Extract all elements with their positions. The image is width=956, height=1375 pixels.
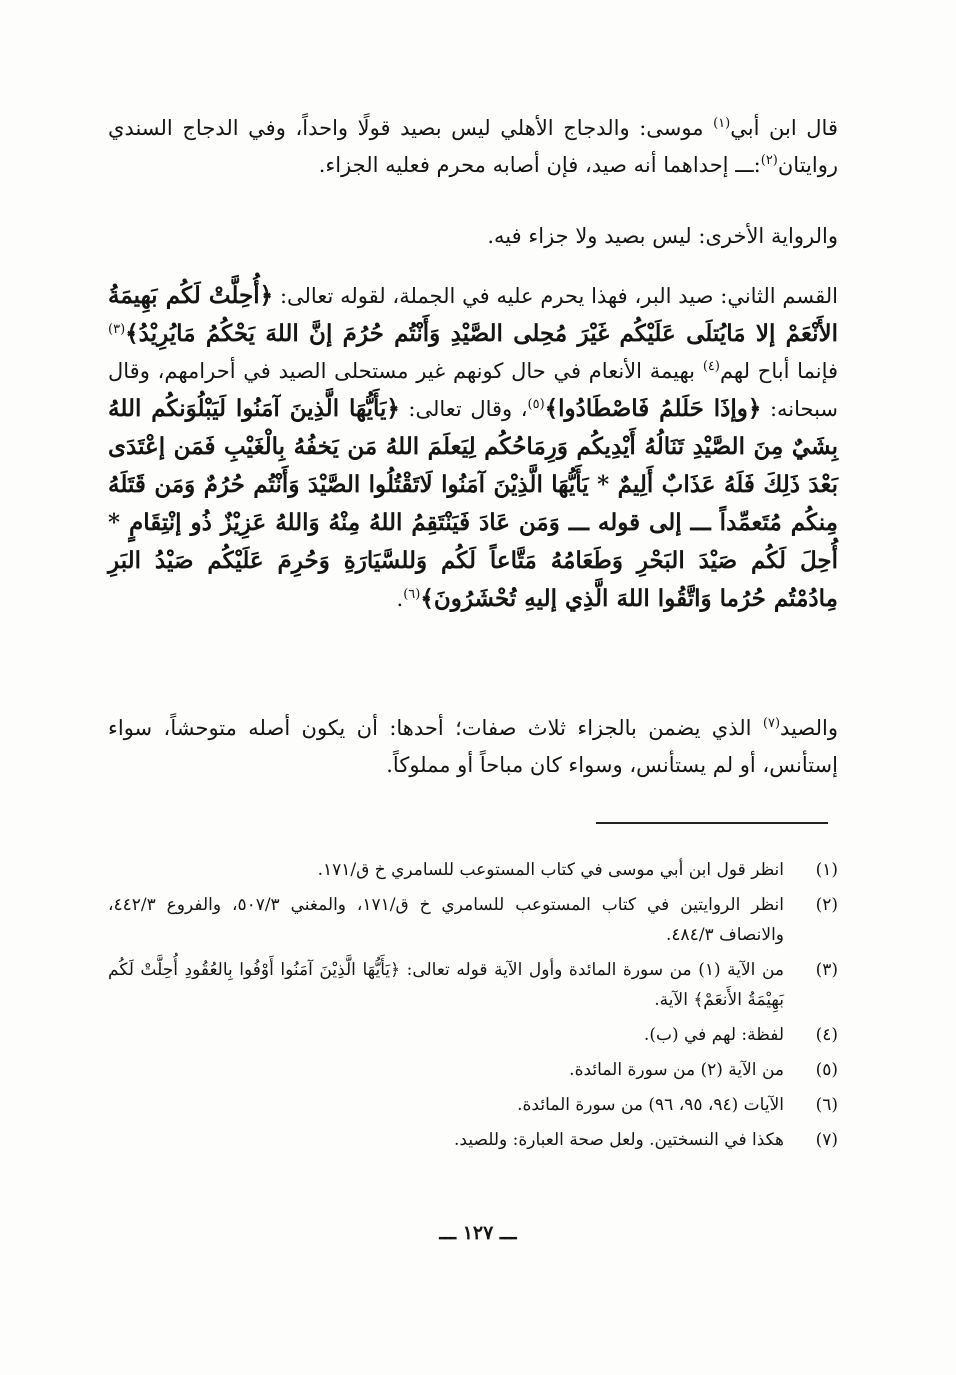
paragraph1-text-a: قال ابن أبي [730, 116, 838, 140]
footnote-ref-1: (١) [713, 116, 731, 131]
footnote-ref-4: (٤) [702, 359, 720, 374]
paragraph1-text-b: موسى: والدجاج الأهلي ليس بصيد قولًا واحداً، وفي الدجاج السندي روايتان [108, 116, 838, 177]
footnote-text: من الآية (١) من سورة المائدة وأول الآية قوله تعالى: ﴿يَأَيُّهَا الَّذِيْنَ آمَنُوا أَوْفُوا بِالعُقُودِ أُحِلَّتْ لَكُم بَهِيْمَةُ الأَنعَمْ﴾ الآية. [108, 960, 784, 1010]
footnote-number: (٦) [815, 1095, 838, 1115]
page-number: ـــ ١٢٧ ـــ [439, 1222, 517, 1244]
paragraph4-text-b: الذي يضمن بالجزاء ثلاث صفات؛ أحدها: أن يكون أصله متوحشاً، سواء إستأنس، أو لم يستأنس، وسواء كان مباحاً أو مملوكاً. [108, 716, 838, 777]
footnote-ref-2: (٢) [760, 153, 778, 168]
paragraph3-text-a: القسم الثاني: صيد البر، فهذا يحرم عليه في الجملة، لقوله تعالى: [273, 284, 838, 308]
quran-verse-1: ﴿أُحِلَّتْ لَكُم بَهِيمَةُ الأَنْعَمْ إلا مَايُتلَى عَلَيْكُم غَيْرَ مُحِلى الصَّيْدِ وَأَنْتُم حُرُمَ إنَّ اللهَ يَحْكُمُ مَايُرِيْدُ﴾ [108, 282, 838, 347]
footnotes-list [108, 855, 838, 1160]
footnote-number: (٤) [815, 1025, 838, 1045]
footnote-item [108, 955, 838, 1015]
paragraph3-text-c: بهيمة الأنعام في حال كونهم غير مستحلى الصيد في أحرامهم، وقال سبحانه: [108, 359, 839, 421]
paragraph-land-game [108, 277, 838, 618]
footnote-text: انظر قول ابن أبي موسى في كتاب المستوعب للسامري خ ق/١٧١. [317, 860, 784, 880]
footnote-item [108, 1020, 838, 1050]
paragraph3-text-e: . [396, 587, 404, 611]
paragraph1-text-c: :ـــ إحداهما أنه صيد، فإن أصابه محرم فعليه الجزاء. [318, 153, 761, 177]
footnote-ref-5: (٥) [527, 397, 545, 412]
footnote-item [108, 1090, 838, 1120]
footnote-number: (١) [815, 860, 838, 880]
footnote-item [108, 890, 838, 950]
footnote-number: (٥) [815, 1060, 838, 1080]
footnote-ref-3: (٣) [108, 322, 126, 337]
footnote-text: من الآية (٢) من سورة المائدة. [569, 1060, 784, 1080]
footnote-number: (٢) [815, 895, 838, 915]
footnote-text: لفظة: لهم في (ب). [643, 1025, 784, 1045]
paragraph4-text-a: والصيد [780, 716, 838, 740]
footnote-text: هكذا في النسختين. ولعل صحة العبارة: وللصيد. [454, 1130, 784, 1150]
quran-verse-3: ﴿يَأَيُّهَا الَّذِينَ آمَنُوا لَيَبْلُوَنكُم اللهُ بِشَيٌ مِنَ الصَّيْدِ تَنَالُهُ أَيْدِيكُم وَرِمَاحُكُم لِيَعلَمَ اللهُ مَن يَخفُهُ بِالْغَيْبِ فَمَن إعْتَدَى بَعْدَ ذَلِكَ فَلَهُ عَذَابٌ أَلِيمٌ * يَأَيُّهَا الَّذِيْنَ آمَنُوا لَاتَقْتُلُوا الصَّيْدَ وَأَنْتُم حُرُمٌ وَمَن قَتَلَهُ مِنكُم مُتَعمِّداً ـــ إلى قوله ـــ وَمَن عَادَ فَيَنْتَقِمُ اللهُ مِنْهُ وَاللهُ عَزِيْزٌ ذُو إنْتِقَامٍ * أُحِلَ لَكُم صَيْدَ البَحْرِ وَطَعَامُهُ مَتَّاعاً لَكُم وَللسَّيَارَةِ وَحُرِمَ عَلَيْكُم صَيْدُ البَرِ مِادُمْتُم حُرُما وَاتَّقُوا اللهَ الَّذِي إليهِ تُحْشَرُونَ﴾ [108, 395, 838, 612]
footnote-text: انظر الروايتين في كتاب المستوعب للسامري خ ق/١٧١، والمغني ٥٠٧/٣، والفروع ٤٤٢/٣، والانصاف ٤٨٤/٣. [108, 895, 784, 945]
paragraph-ibn-abi-musa [108, 110, 838, 184]
paragraph3-text-b: فإنما أباح لهم [719, 359, 839, 383]
footnote-item [108, 855, 838, 885]
footnote-item [108, 1125, 838, 1155]
paragraph3-text-d: ، وقال تعالى: [399, 397, 528, 421]
footnote-ref-6: (٦) [403, 587, 421, 602]
footnote-text: الآيات (٩٤، ٩٥، ٩٦) من سورة المائدة. [517, 1095, 784, 1115]
footnote-ref-7: (٧) [762, 716, 781, 731]
paragraph2-text: والرواية الأخرى: ليس بصيد ولا جزاء فيه. [487, 224, 838, 248]
footnote-number: (٣) [815, 960, 838, 980]
footnote-item [108, 1055, 838, 1085]
quran-verse-2: ﴿وإذَا حَلَلمُ فَاصْطَادُوا﴾ [544, 395, 762, 422]
paragraph-other-narration [108, 218, 838, 255]
footnote-separator [596, 822, 828, 824]
paragraph-game-attributes [108, 710, 838, 784]
footnote-number: (٧) [815, 1130, 838, 1150]
